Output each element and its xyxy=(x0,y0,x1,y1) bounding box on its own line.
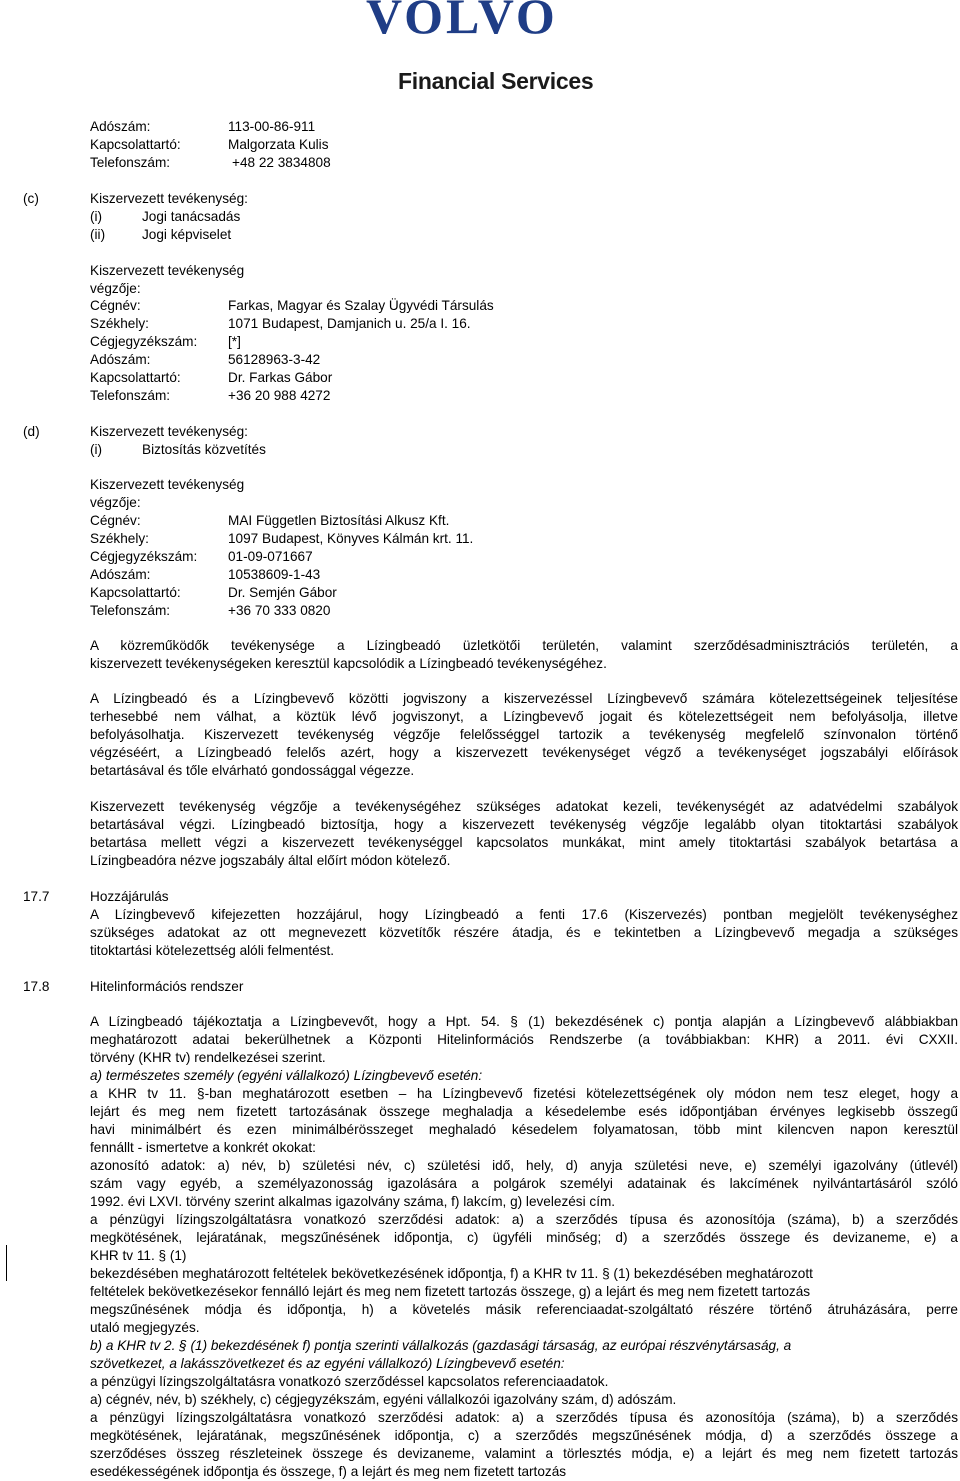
field-value: Farkas, Magyar és Szalay Ügyvédi Társulás xyxy=(228,298,494,313)
paragraph-line: titoktartási kötelezettség alóli felmentést. xyxy=(90,943,335,958)
paragraph-intermediaries xyxy=(90,637,958,673)
field-value: 01-09-071667 xyxy=(228,549,313,564)
field-label: Cégnév: xyxy=(90,298,141,313)
field-value: Dr. Semjén Gábor xyxy=(228,585,337,600)
revision-bar xyxy=(6,1245,7,1281)
field-value: 1097 Budapest, Könyves Kálmán krt. 11. xyxy=(228,531,474,546)
paragraph-line: a pénzügyi lízingszolgáltatásra vonatkozó szerződési adatok: a) a szerződés típusa és azonosítója (száma), b) a szerződés xyxy=(90,1212,958,1227)
field-label: Telefonszám: xyxy=(90,603,171,618)
paragraph-line: fennállt - ismertetve a konkrét okokat: xyxy=(90,1140,316,1155)
paragraph-line: megszűnésének módja és időpontja, h) a követelés másik referenciaadat-szolgáltató részére történő átruházására, perre xyxy=(90,1302,958,1317)
paragraph-line: betartásával és tőle elvárható gondossággal végezze. xyxy=(90,763,415,778)
field-value: +36 20 988 4272 xyxy=(228,388,331,403)
paragraph-legal-relationship xyxy=(90,690,958,780)
provider-heading: végzője: xyxy=(90,281,141,296)
section-number: 17.7 xyxy=(23,889,50,904)
field-label: Telefonszám: xyxy=(90,388,171,403)
paragraph-line: KHR tv 11. § (1) xyxy=(90,1248,187,1263)
paragraph-line: betartásával végzi. Lízingbeadó biztosítja, hogy a kiszervezett tevékenység végzője legalább olyan titoktartási szabályok xyxy=(90,817,958,832)
paragraph-line: bekezdésében meghatározott feltételek bekövetkezésének időpontja, f) a KHR tv 11. § (1) bekezdésében meghatározott xyxy=(90,1266,813,1281)
field-label: Székhely: xyxy=(90,316,149,331)
section-body xyxy=(90,1013,958,1481)
section-title: Kiszervezett tevékenység: xyxy=(90,424,248,439)
paragraph-line: a KHR tv 11. §-ban meghatározott esetben – ha Lízingbevevő fizetési kötelezettségének oly módon nem tesz eleget, hogy a xyxy=(90,1086,958,1101)
paragraph-line: A közreműködők tevékenysége a Lízingbeadó üzletkötői területén, valamint szerződésadminisztrációs területén, a xyxy=(90,638,958,653)
paragraph-line: lejárt és meg nem fizetett tartozásának összege meghaladja a késedelembe esés időpontjában érvényes legkisebb összegű xyxy=(90,1104,958,1119)
paragraph-line: megkötésének, lejáratának, megszűnésének időpontja, c) a szerződés megszűnésének módja, d) a szerződés összege a xyxy=(90,1428,958,1443)
section-title: Kiszervezett tevékenység: xyxy=(90,191,248,206)
paragraph-line: meghatározott adatai bekerülhetnek a Központi Hitelinformációs Rendszerbe (a továbbiakban: KHR) a 2011. évi CXXII. xyxy=(90,1032,958,1047)
provider-heading: Kiszervezett tevékenység xyxy=(90,263,245,278)
paragraph-line: A Lízingbevevő kifejezetten hozzájárul, hogy Lízingbeadó a fenti 17.6 (Kiszervezés) pontban megjelölt tevékenységhez xyxy=(90,907,958,922)
item-number: (i) xyxy=(90,442,103,457)
provider-heading: Kiszervezett tevékenység xyxy=(90,477,245,492)
top-contact-label: Telefonszám: xyxy=(90,155,171,170)
section-body xyxy=(90,906,958,960)
field-value: 56128963-3-42 xyxy=(228,352,321,367)
paragraph-line: szükséges adatokat az ott megnevezett közvetítők részére átadja, és e tekintetben a Lízingbevevő megadja a szükséges xyxy=(90,925,958,940)
field-label: Cégjegyzékszám: xyxy=(90,549,198,564)
top-contact-label: Kapcsolattartó: xyxy=(90,137,181,152)
item-number: (i) xyxy=(90,209,103,224)
subsection-title: a) természetes személy (egyéni vállalkozó) Lízingbevevő esetén: xyxy=(90,1068,483,1083)
top-contact-value: +48 22 3834808 xyxy=(232,155,331,170)
provider-heading: végzője: xyxy=(90,495,141,510)
paragraph-line: Kiszervezett tevékenység végzője a tevékenységéhez szükséges adatokat kezeli, tevékenységét az adatvédelmi szabályok xyxy=(90,799,958,814)
paragraph-line: kiszervezett tevékenységeken keresztül kapcsolódik a Lízingbeadó tevékenységéhez. xyxy=(90,656,607,671)
item-text: Biztosítás közvetítés xyxy=(142,442,266,457)
paragraph-line: a pénzügyi lízingszolgáltatásra vonatkozó szerződéssel kapcsolatos referenciaadatok. xyxy=(90,1374,609,1389)
brand-wordmark: VOLVO xyxy=(366,0,558,38)
field-label: Cégjegyzékszám: xyxy=(90,334,198,349)
paragraph-line: feltételek bekövetkezésekor fennálló lejárt és meg nem fizetett tartozás összege, g) a lejárt és meg nem fizetett tartozás xyxy=(90,1284,811,1299)
field-value: MAI Független Biztosítási Alkusz Kft. xyxy=(228,513,450,528)
section-heading: Hozzájárulás xyxy=(90,889,169,904)
paragraph-line: befolyásolhatja. Kiszervezett tevékenység végzője felelősséggel tartozik a tevékenység megfelelő színvonalon történő xyxy=(90,727,958,742)
field-label: Kapcsolattartó: xyxy=(90,585,181,600)
paragraph-line: Lízingbeadóra nézve jogszabály által előírt módon kötelező. xyxy=(90,853,451,868)
field-value: +36 70 333 0820 xyxy=(228,603,331,618)
subsection-title: szövetkezet, a lakásszövetkezet és az egyéni vállalkozó) Lízingbevevő esetén: xyxy=(90,1356,565,1371)
paragraph-line: betartása mellett végzi a kiszervezett tevékenységgel kapcsolatos munkákat, mint amely titoktartási szabályok betartása a xyxy=(90,835,958,850)
paragraph-line: havi minimálbért és ezen minimálbérösszeget meghaladó késedelem folyamatosan, több mint kilencven napon keresztül xyxy=(90,1122,958,1137)
field-label: Adószám: xyxy=(90,567,151,582)
paragraph-line: végzéséért, a Lízingbeadó felelős azért, hogy a kiszervezett tevékenységet végző a tevékenységet jogszabályi előírások xyxy=(90,745,958,760)
item-text: Jogi tanácsadás xyxy=(142,209,241,224)
paragraph-line: szám vagy egyéb, a személyazonosság igazolására a polgárok személyi adatainak és lakcímének nyilvántartásáról szóló xyxy=(90,1176,958,1191)
paragraph-line: 1992. évi LXVI. törvény szerint alkalmas igazolvány száma, f) lakcím, g) levelezési cím. xyxy=(90,1194,616,1209)
field-value: Dr. Farkas Gábor xyxy=(228,370,333,385)
paragraph-line: törvény (KHR tv) rendelkezései szerint. xyxy=(90,1050,326,1065)
paragraph-line: a) cégnév, név, b) székhely, c) cégjegyzékszám, egyéni vállalkozói igazolvány szám, d) adószám. xyxy=(90,1392,677,1407)
field-label: Cégnév: xyxy=(90,513,141,528)
top-contact-value: 113-00-86-911 xyxy=(228,119,316,134)
brand-subtitle: Financial Services xyxy=(398,68,594,94)
paragraph-line: terhesebbé nem válhat, a köztük lévő jogviszonyt, a Lízingbevevő jogait és kötelezettségeit nem befolyásolja, illetve xyxy=(90,709,958,724)
top-contact-label: Adószám: xyxy=(90,119,151,134)
top-contact-value: Malgorzata Kulis xyxy=(228,137,329,152)
paragraph-line: utaló megjegyzés. xyxy=(90,1320,200,1335)
section-marker: (c) xyxy=(23,191,39,206)
field-value: [*] xyxy=(228,334,241,349)
field-value: 10538609-1-43 xyxy=(228,567,321,582)
field-label: Kapcsolattartó: xyxy=(90,370,181,385)
item-number: (ii) xyxy=(90,227,106,242)
paragraph-line: szerződéses összeg részleteinek összege és devizaneme, valamint a törlesztés módja, e) a lejárt és meg nem fizetett tartozás xyxy=(90,1446,958,1461)
volvo-logo xyxy=(366,0,611,38)
paragraph-line: azonosító adatok: a) név, b) születési név, c) születési idő, hely, d) anyja születési neve, e) személyi igazolvány (útlevél) xyxy=(90,1158,958,1173)
field-value: 1071 Budapest, Damjanich u. 25/a I. 16. xyxy=(228,316,471,331)
paragraph-line: A Lízingbeadó és a Lízingbevevő közötti jogviszony a kiszervezéssel Lízingbevevő számára kötelezettségeinek teljesítése xyxy=(90,691,958,706)
field-label: Székhely: xyxy=(90,531,149,546)
paragraph-line: a pénzügyi lízingszolgáltatásra vonatkozó szerződési adatok: a) a szerződés típusa és azonosítója (száma), b) a szerződés xyxy=(90,1410,958,1425)
field-label: Adószám: xyxy=(90,352,151,367)
item-text: Jogi képviselet xyxy=(142,227,232,242)
paragraph-data-handling xyxy=(90,798,958,870)
section-marker: (d) xyxy=(23,424,40,439)
section-heading: Hitelinformációs rendszer xyxy=(90,979,244,994)
paragraph-line: megkötésének, lejáratának, megszűnésének időpontja, c) ügyféli minőség; d) a szerződés összege és devizaneme, e) a xyxy=(90,1230,958,1245)
subsection-title: b) a KHR tv 2. § (1) bekezdésének f) pontja szerinti vállalkozás (gazdasági társaság, az európai részvénytársaság, a xyxy=(90,1338,792,1353)
section-number: 17.8 xyxy=(23,979,50,994)
paragraph-line: A Lízingbeadó tájékoztatja a Lízingbevevőt, hogy a Hpt. 54. § (1) bekezdésének c) pontja alapján a Lízingbevevő alábbiakban xyxy=(90,1014,958,1029)
paragraph-line: esedékességének időpontja és összege, f) a lejárt és meg nem fizetett tartozás xyxy=(90,1464,567,1479)
